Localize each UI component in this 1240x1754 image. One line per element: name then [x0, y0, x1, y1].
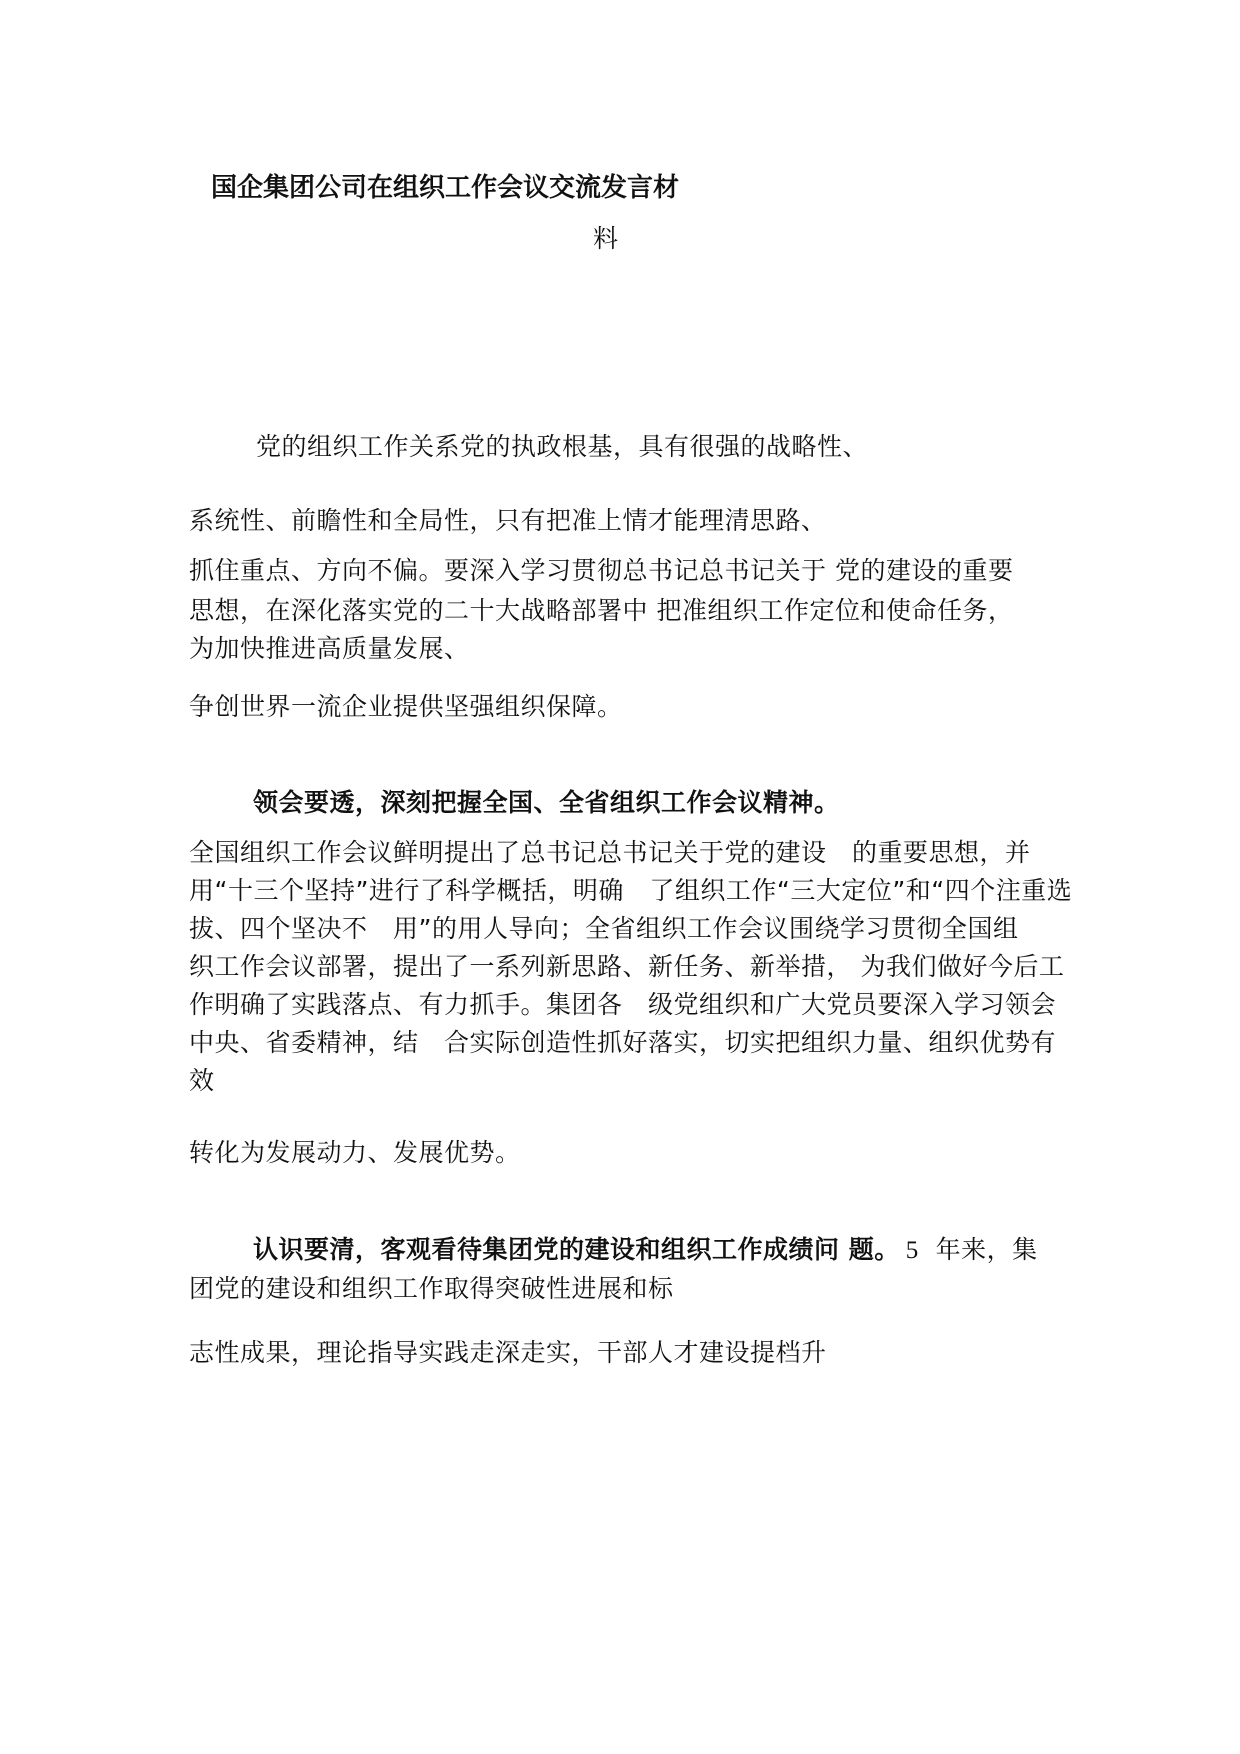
section-line: 中央、省委精神，结 合实际创造性抓好落实，切实把组织力量、组织优势有 [189, 1028, 1057, 1057]
section-heading: 领会要透，深刻把握全国、全省组织工作会议精神。 [253, 788, 840, 817]
intro-line: 为加快推进高质量发展、 [189, 634, 470, 663]
section-heading-tail: 年来，集 [918, 1235, 1038, 1264]
intro-line: 党的组织工作关系党的执政根基，具有很强的战略性、 [256, 432, 869, 461]
intro-line: 思想，在深化落实党的二十大战略部署中 把准组织工作定位和使命任务， [189, 596, 1014, 625]
section-line: 用“十三个坚持”进行了科学概括，明确 了组织工作“三大定位”和“四个注重选 [189, 876, 1073, 905]
document-title-line-2: 料 [593, 224, 619, 253]
intro-line: 系统性、前瞻性和全局性，只有把准上情才能理清思路、 [189, 506, 827, 535]
section-line: 作明确了实践落点、有力抓手。集团各 级党组织和广大党员要深入学习领会 [189, 990, 1057, 1019]
intro-line: 争创世界一流企业提供坚强组织保障。 [189, 692, 623, 721]
section-line: 志性成果，理论指导实践走深走实，干部人才建设提档升 [189, 1338, 827, 1367]
section-line: 团党的建设和组织工作取得突破性进展和标 [189, 1274, 674, 1303]
document-title-line-1: 国企集团公司在组织工作会议交流发言材 [211, 173, 680, 203]
section-line: 效 [189, 1066, 215, 1095]
section-line: 织工作会议部署，提出了一系列新思路、新任务、新举措， 为我们做好今后工 [189, 952, 1065, 981]
year-count: 5 [905, 1237, 919, 1264]
section-line: 转化为发展动力、发展优势。 [189, 1138, 521, 1167]
section-heading-row [253, 1235, 1038, 1266]
section-line: 全国组织工作会议鲜明提出了总书记总书记关于党的建设 的重要思想，并 [189, 838, 1031, 867]
section-heading: 认识要清，客观看待集团党的建设和组织工作成绩问 题。 [253, 1235, 900, 1264]
intro-line: 抓住重点、方向不偏。要深入学习贯彻总书记总书记关于 党的建设的重要 [189, 556, 1014, 585]
section-line: 拔、四个坚决不 用”的用人导向；全省组织工作会议围绕学习贯彻全国组 [189, 914, 1019, 943]
